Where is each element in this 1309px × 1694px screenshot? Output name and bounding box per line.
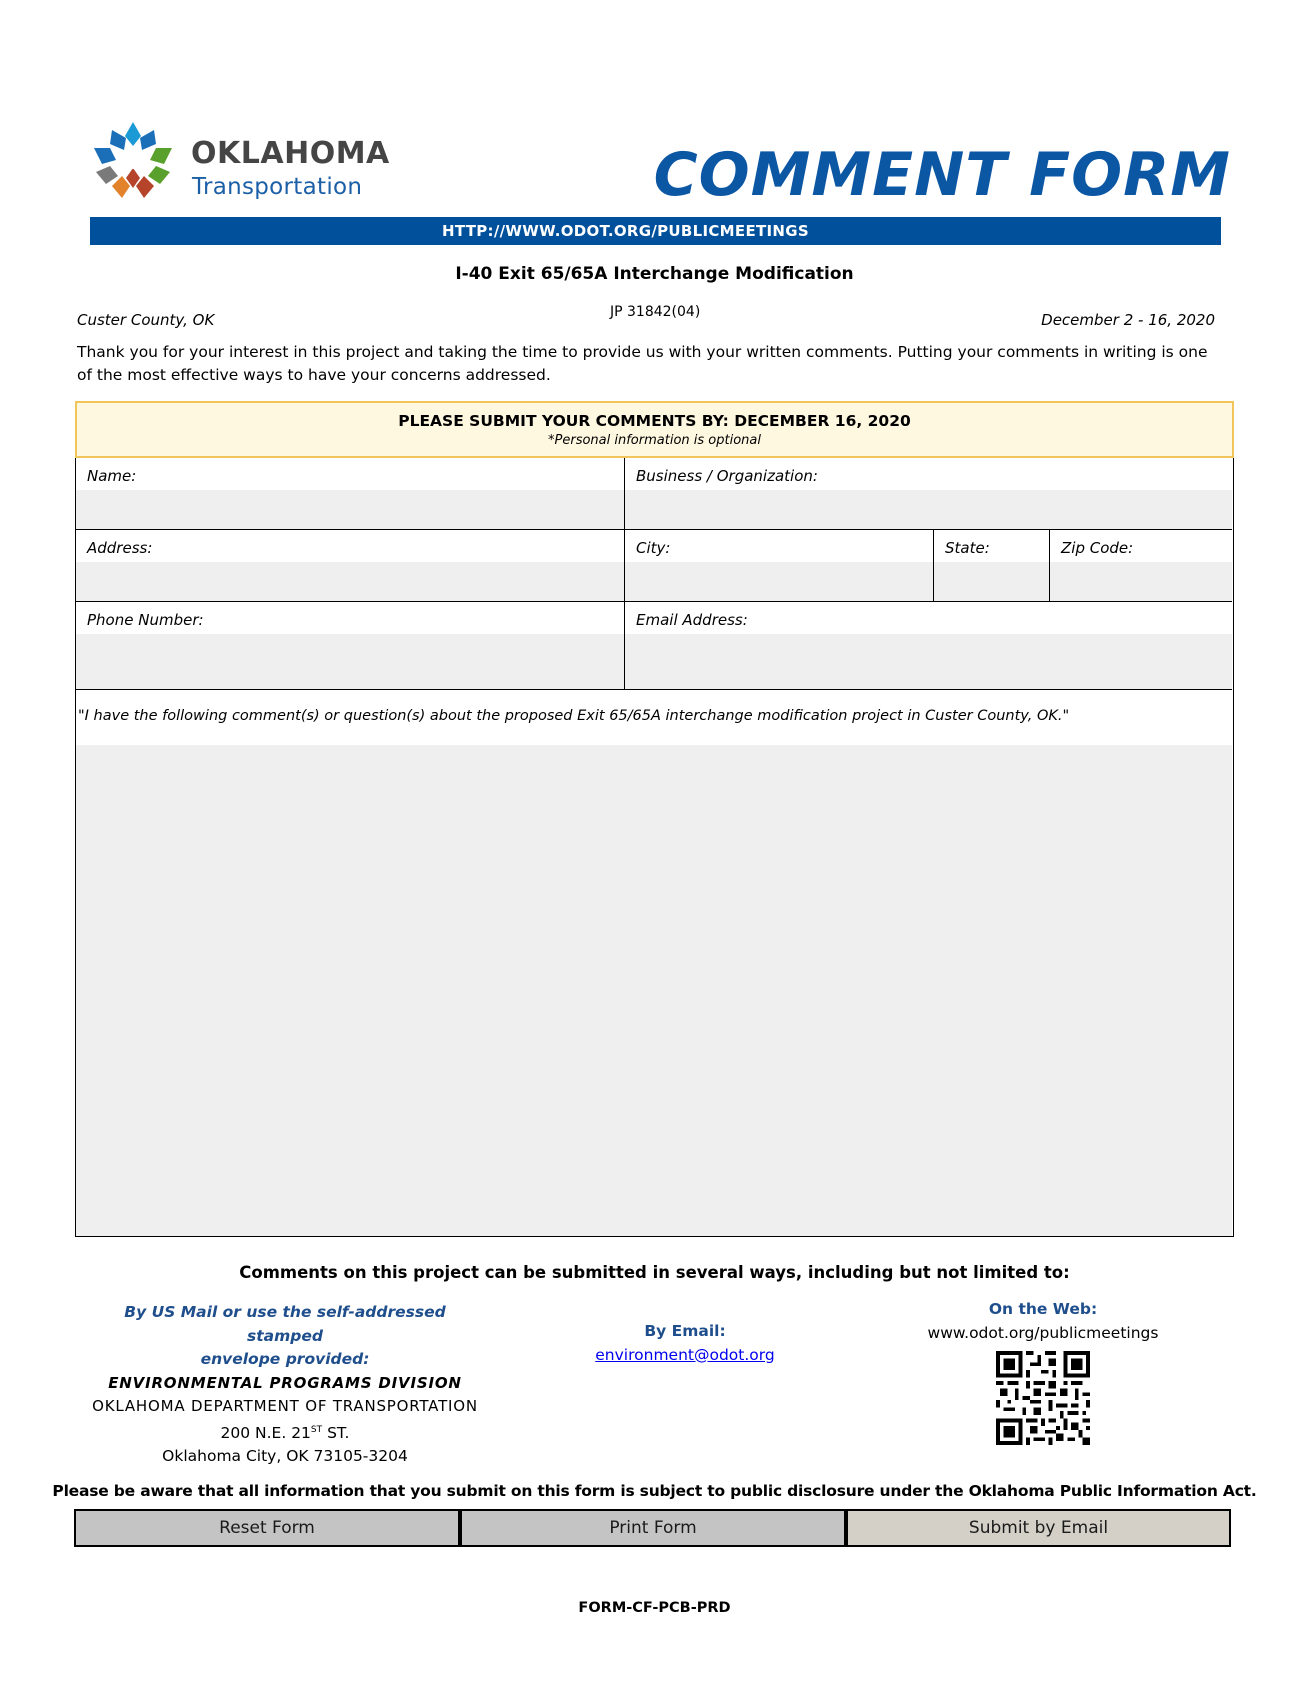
form-code: FORM-CF-PCB-PRD	[578, 1600, 731, 1616]
submission-heading: Comments on this project can be submitted in several ways, including but not limited to:	[239, 1263, 1070, 1282]
intro-paragraph: Thank you for your interest in this project and taking the time to provide us with your written comments. Putting your comments in writing is one of the most effective ways to have your concerns addressed.	[77, 343, 1208, 384]
mail-heading-line1: By US Mail or use the self-addressed stamped	[124, 1303, 446, 1345]
email-option	[560, 1320, 810, 1367]
url-banner	[90, 217, 1221, 245]
web-option	[908, 1298, 1178, 1445]
mail-street	[85, 1419, 485, 1446]
email-link[interactable]: environment@odot.org	[595, 1345, 775, 1364]
state-field	[934, 530, 1050, 602]
zip-label: Zip Code:	[1050, 530, 1232, 562]
phone-input[interactable]	[76, 634, 624, 689]
state-input[interactable]	[934, 562, 1049, 601]
city-field	[625, 530, 934, 602]
business-label: Business / Organization:	[625, 458, 1232, 490]
deadline-banner	[75, 401, 1234, 458]
mail-heading-line2: envelope provided:	[200, 1350, 370, 1368]
project-title: I-40 Exit 65/65A Interchange Modification	[455, 264, 854, 284]
comment-form	[75, 401, 1234, 1237]
zip-input[interactable]	[1050, 562, 1232, 601]
comment-textarea[interactable]	[76, 745, 1232, 1236]
business-field	[625, 458, 1232, 530]
email-heading: By Email:	[644, 1322, 726, 1340]
mail-city: Oklahoma City, OK 73105-3204	[162, 1447, 408, 1466]
business-input[interactable]	[625, 490, 1232, 529]
email-address-label: Email Address:	[625, 602, 1232, 634]
url-banner-text: HTTP://WWW.ODOT.ORG/PUBLICMEETINGS	[442, 222, 809, 240]
odot-logo	[88, 118, 408, 208]
city-input[interactable]	[625, 562, 933, 601]
deadline-text: PLEASE SUBMIT YOUR COMMENTS BY: DECEMBER 16, 2020	[398, 412, 911, 430]
mail-street-sup: ST	[310, 1424, 323, 1435]
print-form-button[interactable]: Print Form	[460, 1509, 846, 1547]
email-address-input[interactable]	[625, 634, 1232, 689]
qr-code-icon[interactable]	[996, 1351, 1090, 1445]
logo-wordmark-oklahoma: OKLAHOMA	[191, 136, 390, 171]
web-heading: On the Web:	[988, 1300, 1098, 1318]
phone-label: Phone Number:	[76, 602, 624, 634]
submit-by-email-button[interactable]: Submit by Email	[846, 1509, 1231, 1547]
state-label: State:	[934, 530, 1049, 562]
email-address-field	[625, 602, 1232, 689]
mail-division: ENVIRONMENTAL PROGRAMS DIVISION	[108, 1373, 462, 1392]
project-dates: December 2 - 16, 2020	[1041, 311, 1215, 329]
mail-street-prefix: 200 N.E. 21	[220, 1423, 311, 1442]
zip-field	[1050, 530, 1232, 602]
mail-department: OKLAHOMA DEPARTMENT OF TRANSPORTATION	[92, 1397, 478, 1415]
comment-prompt: "I have the following comment(s) or question(s) about the proposed Exit 65/65A interchange modification project in Custer County, OK."	[76, 689, 1232, 745]
address-input[interactable]	[76, 562, 624, 601]
mail-option	[85, 1301, 485, 1469]
address-label: Address:	[76, 530, 624, 562]
city-label: City:	[625, 530, 933, 562]
name-field	[76, 458, 625, 530]
web-url: www.odot.org/publicmeetings	[927, 1323, 1159, 1342]
star-logo-icon	[88, 118, 178, 206]
optional-note: *Personal information is optional	[548, 433, 761, 448]
address-field	[76, 530, 625, 602]
phone-field	[76, 602, 625, 689]
project-county: Custer County, OK	[77, 311, 215, 329]
disclosure-notice: Please be aware that all information that you submit on this form is subject to public disclosure under the Oklahoma Public Information Act.	[52, 1482, 1257, 1500]
mail-street-suffix: ST.	[322, 1423, 350, 1442]
project-jp-number: JP 31842(04)	[610, 304, 701, 320]
name-input[interactable]	[76, 490, 624, 529]
name-label: Name:	[76, 458, 624, 490]
logo-wordmark-transportation: Transportation	[192, 174, 363, 200]
reset-form-button[interactable]: Reset Form	[74, 1509, 460, 1547]
page-title: COMMENT FORM	[653, 140, 1231, 210]
form-actions	[74, 1509, 1231, 1547]
